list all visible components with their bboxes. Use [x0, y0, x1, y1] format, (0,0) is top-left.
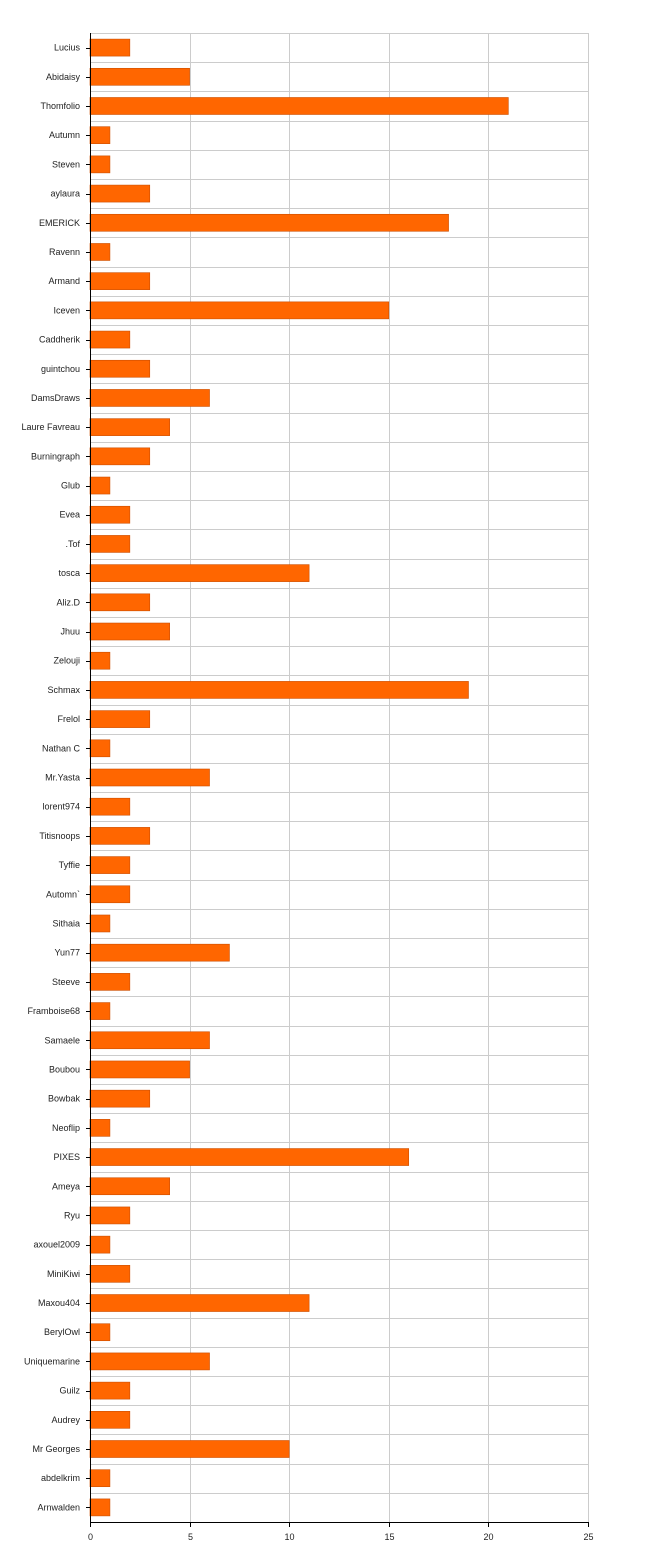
- category-label: BerylOwl: [43, 1327, 80, 1338]
- bar-5: [90, 185, 150, 202]
- category-label: Bowbak: [47, 1093, 80, 1104]
- bar-28: [90, 857, 130, 874]
- category-label: Nathan C: [41, 743, 80, 754]
- bar-24: [90, 740, 110, 757]
- bar-49: [90, 1470, 110, 1487]
- bar-14: [90, 448, 150, 465]
- bar-4: [90, 156, 110, 173]
- category-label: Ryu: [63, 1210, 80, 1221]
- x-tick-label: 10: [284, 1532, 295, 1542]
- category-label: lorent974: [42, 801, 80, 812]
- category-label: Titisnoops: [39, 830, 80, 841]
- bar-50: [90, 1499, 110, 1516]
- category-label: Autumn: [48, 130, 80, 141]
- bar-39: [90, 1178, 170, 1195]
- category-label: Neoflip: [51, 1122, 80, 1133]
- bar-12: [90, 389, 210, 406]
- bar-45: [90, 1353, 210, 1370]
- bar-42: [90, 1265, 130, 1282]
- bar-17: [90, 535, 130, 552]
- category-label: Ravenn: [48, 246, 80, 257]
- category-label: Schmax: [47, 684, 80, 695]
- bar-34: [90, 1032, 210, 1049]
- category-label: Tyffie: [58, 860, 80, 871]
- x-tick-label: 0: [87, 1532, 94, 1542]
- bar-30: [90, 915, 110, 932]
- bar-29: [90, 886, 130, 903]
- category-label: Abidaisy: [45, 71, 80, 82]
- bar-31: [90, 944, 229, 961]
- bar-48: [90, 1441, 289, 1458]
- category-label: DamsDraws: [30, 392, 80, 403]
- bar-35: [90, 1061, 190, 1078]
- category-label: Yun77: [54, 947, 80, 958]
- bar-9: [90, 302, 389, 319]
- category-label: Caddherik: [38, 334, 80, 345]
- category-label: Laure Favreau: [21, 422, 80, 433]
- x-tick-label: 5: [187, 1532, 194, 1542]
- category-label: Guilz: [59, 1385, 80, 1396]
- category-label: Evea: [59, 509, 80, 520]
- category-label: tosca: [58, 568, 80, 579]
- bar-36: [90, 1090, 150, 1107]
- bar-27: [90, 827, 150, 844]
- category-label: Uniquemarine: [23, 1356, 80, 1367]
- category-label: Automn`: [45, 889, 80, 900]
- category-label: Mr.Yasta: [45, 772, 80, 783]
- category-label: Maxou404: [37, 1298, 80, 1309]
- bar-16: [90, 506, 130, 523]
- category-label: Armand: [48, 276, 80, 287]
- x-tick-label: 25: [583, 1532, 594, 1542]
- bar-19: [90, 594, 150, 611]
- category-label: Zelouji: [53, 655, 80, 666]
- category-label: aylaura: [50, 188, 80, 199]
- category-label: Aliz.D: [56, 597, 80, 608]
- bar-2: [90, 97, 508, 114]
- bar-26: [90, 798, 130, 815]
- category-label: Mr Georges: [32, 1444, 80, 1455]
- category-label: MiniKiwi: [46, 1268, 80, 1279]
- bar-15: [90, 477, 110, 494]
- bar-6: [90, 214, 449, 231]
- bar-10: [90, 331, 130, 348]
- category-label: axouel2009: [33, 1239, 80, 1250]
- bar-40: [90, 1207, 130, 1224]
- bar-7: [90, 243, 110, 260]
- bar-33: [90, 1003, 110, 1020]
- category-label: Iceven: [53, 305, 80, 316]
- bar-47: [90, 1411, 130, 1428]
- bar-21: [90, 652, 110, 669]
- bar-44: [90, 1324, 110, 1341]
- bar-11: [90, 360, 150, 377]
- bar-23: [90, 711, 150, 728]
- category-label: Sithaia: [52, 918, 80, 929]
- bar-32: [90, 973, 130, 990]
- category-label: Audrey: [51, 1414, 80, 1425]
- category-label: .Tof: [65, 538, 80, 549]
- category-label: Framboise68: [27, 1006, 80, 1017]
- bar-13: [90, 419, 170, 436]
- category-label: Jhuu: [60, 626, 80, 637]
- bar-1: [90, 68, 190, 85]
- category-label: Steeve: [51, 976, 80, 987]
- category-label: EMERICK: [38, 217, 80, 228]
- bar-20: [90, 623, 170, 640]
- category-label: Glub: [60, 480, 80, 491]
- bar-0: [90, 39, 130, 56]
- bar-3: [90, 127, 110, 144]
- bar-8: [90, 273, 150, 290]
- bar-22: [90, 681, 468, 698]
- bar-25: [90, 769, 210, 786]
- bar-38: [90, 1149, 409, 1166]
- category-label: Lucius: [53, 42, 80, 53]
- bar-46: [90, 1382, 130, 1399]
- category-label: Frelol: [57, 714, 80, 725]
- bar-18: [90, 565, 309, 582]
- bar-41: [90, 1236, 110, 1253]
- category-label: abdelkrim: [40, 1473, 80, 1484]
- category-label: Samaele: [44, 1035, 80, 1046]
- category-label: Thomfolio: [40, 100, 80, 111]
- bar-43: [90, 1295, 309, 1312]
- category-label: guintchou: [40, 363, 80, 374]
- category-label: Arnwalden: [37, 1502, 80, 1513]
- category-label: PIXES: [53, 1152, 80, 1163]
- category-label: Burningraph: [30, 451, 80, 462]
- x-tick-label: 20: [483, 1532, 494, 1542]
- category-label: Steven: [51, 159, 80, 170]
- bar-37: [90, 1119, 110, 1136]
- category-label: Ameya: [51, 1181, 80, 1192]
- category-label: Boubou: [48, 1064, 80, 1075]
- x-tick-label: 15: [384, 1532, 395, 1542]
